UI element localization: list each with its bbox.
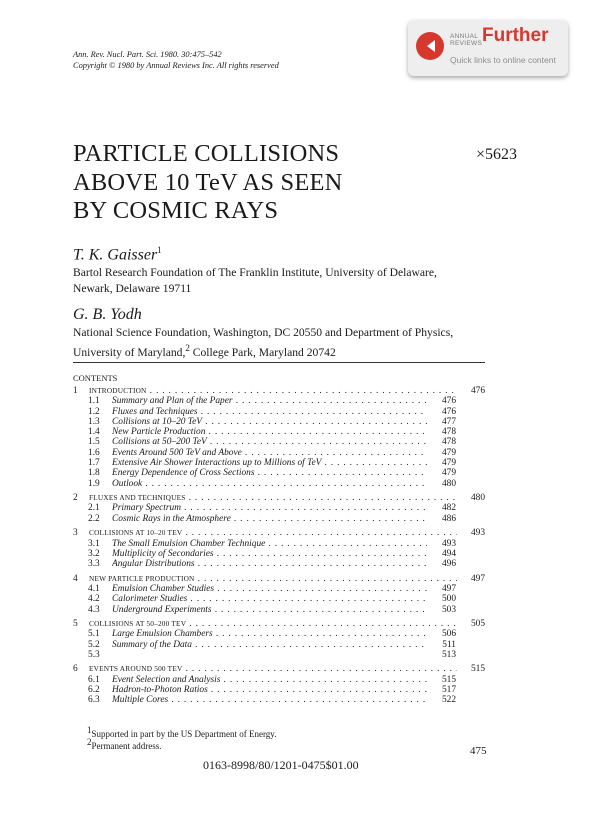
toc-section-number: 6: [73, 664, 78, 675]
toc-section-number: 2: [73, 493, 78, 504]
toc-section-title: [89, 528, 457, 538]
toc-subsection-row: [73, 605, 485, 615]
toc-subsection-row: [73, 594, 485, 604]
toc-subsection-title: [112, 448, 427, 458]
toc-subsection-label: New Particle Production: [112, 427, 206, 438]
divider: [73, 362, 485, 363]
author-name: G. B. Yodh: [73, 306, 142, 323]
toc-subsection-number: 2.2: [88, 513, 100, 524]
toc-subsection-row: [73, 407, 485, 417]
toc-subsection-title: [112, 675, 427, 685]
toc-subsection-number: 5.2: [88, 639, 100, 650]
toc-subsection-title: [112, 539, 427, 549]
toc-subsection-number: 6.1: [88, 674, 100, 685]
toc-subsection-number: 1.2: [88, 406, 100, 417]
toc-subsection-title: [112, 685, 427, 695]
toc-section-title: [89, 493, 457, 503]
toc-subsection-row: [73, 514, 485, 524]
author-affiliation: National Science Foundation, Washington, DC 20550 and Department of Physics, University of Maryland,$^2$ College Park, Maryland 20742: [73, 326, 454, 359]
toc-section-row: [73, 493, 485, 503]
toc-subsection-title: [112, 503, 427, 513]
banner-annual-reviews: ANNUAL REVIEWS: [450, 33, 483, 47]
toc-page-number: 505: [470, 618, 485, 629]
toc-page-number: 513: [441, 649, 456, 660]
toc-subsection-label: Summary of the Data: [112, 639, 192, 650]
toc-subsection-label: Underground Experiments: [112, 604, 212, 615]
toc-subsection-number: 3.3: [88, 559, 100, 570]
toc-subsection-row: [73, 685, 485, 695]
toc-subsection-row: [73, 437, 485, 447]
toc-subsection-number: 1.4: [88, 427, 100, 438]
toc-subsection-number: 1.5: [88, 437, 100, 448]
toc-subsection-row: [73, 479, 485, 489]
toc-subsection-row: [73, 695, 485, 705]
toc-subsection-row: [73, 549, 485, 559]
toc-page-number: 506: [441, 629, 456, 640]
toc-page-number: 476: [441, 406, 456, 417]
toc-subsection-number: 4.3: [88, 604, 100, 615]
toc-subsection-label: Emulsion Chamber Studies: [112, 583, 215, 594]
toc-section-label: INTRODUCTION: [89, 386, 147, 395]
toc-page-number: 477: [441, 416, 456, 427]
toc-page-number: 515: [470, 664, 485, 675]
toc-page-number: 496: [441, 559, 456, 570]
toc-subsection-title: [112, 396, 427, 406]
toc-subsection-row: [73, 539, 485, 549]
toc-subsection-label: Angular Distributions: [112, 559, 195, 570]
toc-subsection-label: Energy Dependence of Cross Sections: [112, 468, 255, 479]
toc-section-label: COLLISIONS AT 50–200 TEV: [89, 618, 187, 628]
toc-subsection-number: 1.3: [88, 416, 100, 427]
toc-section-title: [89, 664, 457, 674]
table-of-contents: [73, 386, 485, 706]
toc-subsection-row: [73, 468, 485, 478]
toc-subsection-number: 6.2: [88, 684, 100, 695]
toc-page-number: 476: [441, 396, 456, 407]
toc-subsection-number: 5.3: [88, 649, 100, 660]
toc-subsection-label: Summary and Plan of the Paper: [112, 396, 233, 407]
author-affiliation: Bartol Research Foundation of The Franklin Institute, University of Delaware, Newark, Delaware 19711: [73, 266, 437, 295]
handwritten-stamp: ×5623: [476, 146, 518, 163]
banner-subtitle: Quick links to online content: [450, 55, 556, 65]
contents-heading: CONTENTS: [73, 373, 118, 383]
toc-subsection-row: [73, 650, 485, 660]
toc-page-number: 497: [470, 573, 485, 584]
toc-subsection-label: The Small Emulsion Chamber Technique: [112, 538, 266, 549]
toc-subsection-row: [73, 640, 485, 650]
toc-subsection-row: [73, 458, 485, 468]
toc-page-number: 480: [441, 478, 456, 489]
toc-subsection-row: [73, 629, 485, 639]
toc-subsection-row: [73, 427, 485, 437]
toc-page-number: 476: [470, 386, 485, 396]
toc-subsection-label: Fluxes and Techniques: [112, 406, 198, 417]
toc-subsection-number: 2.1: [88, 503, 100, 514]
toc-section-row: [73, 528, 485, 538]
toc-subsection-row: [73, 417, 485, 427]
page-number: 475: [470, 745, 487, 757]
toc-subsection-label: Primary Spectrum: [112, 503, 181, 514]
article-title: PARTICLE COLLISIONS ABOVE 10 TeV AS SEEN BY COSMIC RAYS: [73, 140, 343, 224]
toc-page-number: 511: [442, 639, 456, 650]
toc-subsection-title: [112, 417, 427, 427]
toc-subsection-number: 1.8: [88, 468, 100, 479]
toc-page-number: 522: [441, 695, 456, 706]
toc-subsection-label: Extensive Air Shower Interactions up to Millions of TeV: [112, 458, 322, 469]
author-name: T. K. Gaisser$^1$: [73, 245, 162, 264]
article-code: 0163-8998/80/1201-0475$01.00: [203, 758, 359, 772]
toc-subsection-label: Event Selection and Analysis: [112, 674, 221, 685]
toc-subsection-label: Calorimeter Studies: [112, 594, 188, 605]
toc-section-row: [73, 386, 485, 396]
toc-page-number: 482: [441, 503, 456, 514]
toc-subsection-title: [112, 695, 427, 705]
toc-subsection-title: [112, 468, 427, 478]
toc-page-number: 478: [441, 437, 456, 448]
toc-page-number: 497: [441, 583, 456, 594]
footnote: 2Permanent address.: [87, 737, 162, 751]
toc-subsection-title: [112, 629, 427, 639]
toc-section-number: 5: [73, 618, 78, 629]
toc-section-title: [89, 619, 457, 629]
toc-subsection-title: [112, 407, 427, 417]
toc-section-title: [89, 574, 457, 584]
toc-subsection-title: [112, 559, 427, 569]
toc-subsection-label: Hadron-to-Photon Ratios: [112, 684, 208, 695]
toc-page-number: 493: [441, 538, 456, 549]
toc-section-row: [73, 664, 485, 674]
toc-section-label: COLLISIONS AT 10–20 TEV: [89, 528, 183, 538]
toc-subsection-title: [112, 605, 427, 615]
toc-section-number: 4: [73, 573, 78, 584]
toc-section-title: [89, 386, 457, 396]
toc-subsection-number: 1.6: [88, 447, 100, 458]
annual-reviews-further-banner[interactable]: [408, 20, 568, 76]
toc-subsection-label: Large Emulsion Chambers: [112, 629, 213, 640]
toc-subsection-row: [73, 396, 485, 406]
toc-page-number: 486: [441, 513, 456, 524]
toc-page-number: 480: [470, 493, 485, 504]
toc-subsection-label: Multiplicity of Secondaries: [112, 548, 214, 559]
toc-page-number: 479: [441, 447, 456, 458]
toc-subsection-number: 3.2: [88, 548, 100, 559]
banner-further: Further: [482, 25, 549, 46]
toc-section-row: [73, 619, 485, 629]
toc-section-row: [73, 574, 485, 584]
toc-page-number: 517: [441, 684, 456, 695]
toc-section-label: EVENTS AROUND 500 TEV: [89, 664, 183, 674]
toc-subsection-number: 1.7: [88, 458, 100, 469]
toc-subsection-number: 6.3: [88, 695, 100, 706]
toc-subsection-row: [73, 584, 485, 594]
toc-section-label: FLUXES AND TECHNIQUES: [89, 493, 186, 503]
toc-page-number: 515: [441, 674, 456, 685]
toc-subsection-number: 4.1: [88, 583, 100, 594]
toc-page-number: 500: [441, 594, 456, 605]
journal-header: [73, 50, 279, 71]
toc-subsection-title: [112, 458, 427, 468]
toc-subsection-number: 4.2: [88, 594, 100, 605]
toc-subsection-title: [112, 584, 427, 594]
toc-subsection-number: 3.1: [88, 538, 100, 549]
toc-subsection-label: Outlook: [112, 478, 143, 489]
toc-subsection-title: [112, 479, 427, 489]
toc-section-number: 1: [73, 386, 78, 396]
play-back-icon: [416, 32, 444, 60]
toc-subsection-label: Multiple Cores: [112, 695, 169, 706]
toc-subsection-title: [112, 594, 427, 604]
toc-subsection-row: [73, 448, 485, 458]
footnote: 1Supported in part by the US Department of Energy.: [87, 725, 277, 739]
toc-section-number: 3: [73, 528, 78, 539]
toc-subsection-title: [112, 437, 427, 447]
toc-subsection-row: [73, 503, 485, 513]
toc-subsection-number: 1.9: [88, 478, 100, 489]
toc-page-number: 478: [441, 427, 456, 438]
footnote-mark: 1: [157, 245, 162, 255]
journal-copyright: Copyright © 1980 by Annual Reviews Inc. All rights reserved: [73, 60, 279, 70]
toc-subsection-number: 5.1: [88, 629, 100, 640]
toc-subsection-number: 1.1: [88, 396, 100, 407]
toc-subsection-title: [112, 427, 427, 437]
toc-subsection-row: [73, 675, 485, 685]
toc-page-number: 493: [470, 528, 485, 539]
toc-subsection-title: [112, 549, 427, 559]
toc-subsection-label: Collisions at 10–20 TeV: [112, 416, 203, 427]
toc-page-number: 503: [441, 604, 456, 615]
footnote-mark: 2: [185, 342, 190, 353]
journal-citation: Ann. Rev. Nucl. Part. Sci. 1980. 30:475–542: [73, 50, 222, 59]
toc-subsection-title: [112, 640, 427, 650]
toc-subsection-label: Cosmic Rays in the Atmosphere: [112, 513, 231, 524]
toc-subsection-label: Events Around 500 TeV and Above: [112, 447, 242, 458]
toc-page-number: 479: [441, 468, 456, 479]
toc-page-number: 479: [441, 458, 456, 469]
toc-subsection-title: [112, 514, 427, 524]
toc-section-label: NEW PARTICLE PRODUCTION: [89, 573, 195, 583]
toc-subsection-label: Collisions at 50–200 TeV: [112, 437, 207, 448]
toc-page-number: 494: [441, 548, 456, 559]
toc-subsection-row: [73, 559, 485, 569]
